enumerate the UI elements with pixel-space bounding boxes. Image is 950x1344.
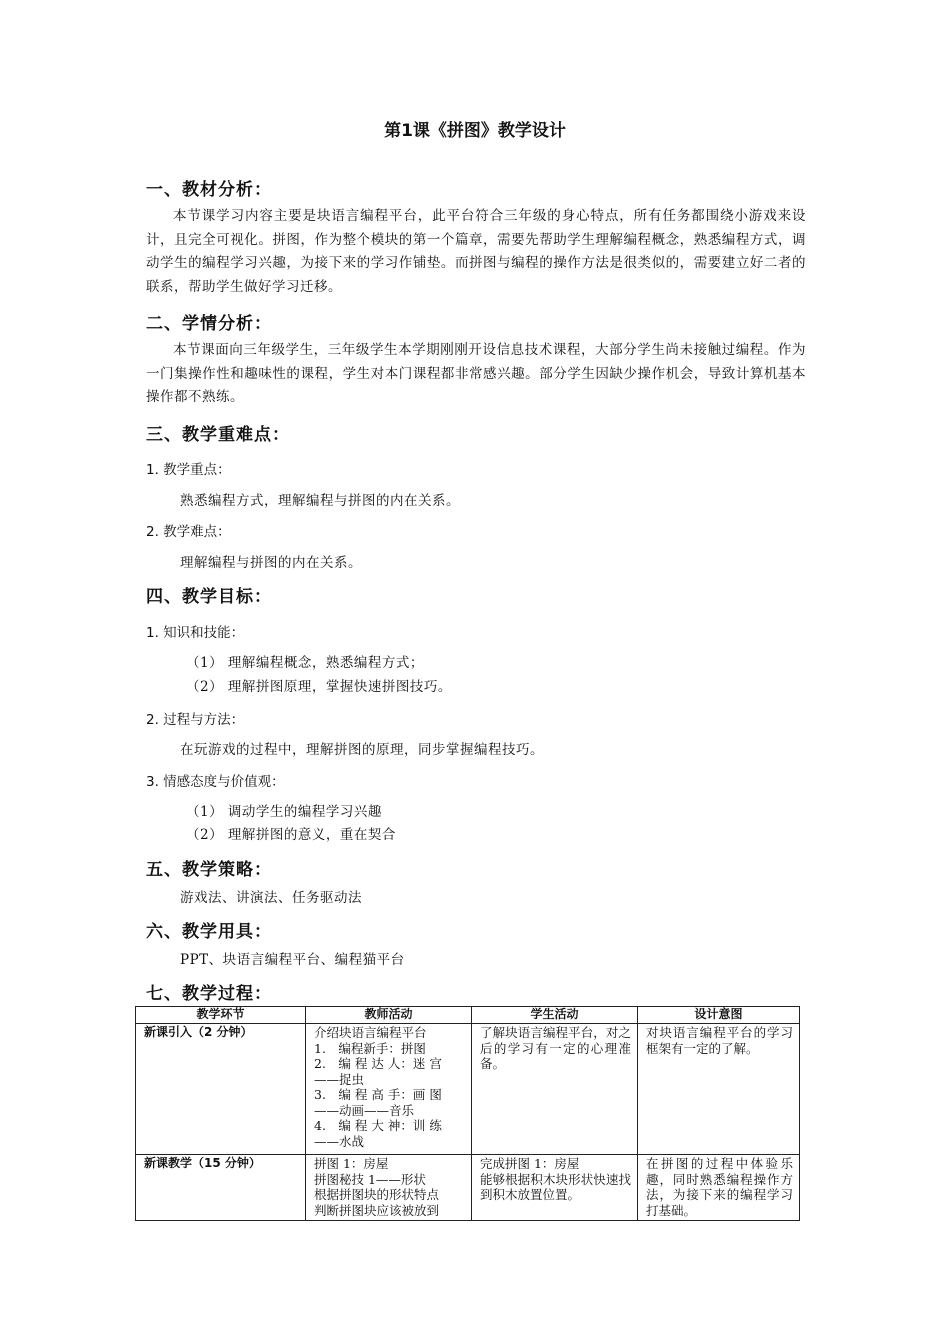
difficult-point-text: 理解编程与拼图的内在关系。 [180, 555, 362, 571]
knowledge-item: （1） 理解编程概念，熟悉编程方式； [186, 655, 424, 671]
teacher-line: 2. 编 程 达 人：迷 宫 [314, 1056, 442, 1071]
key-point-label: 1. 教学重点： [146, 462, 231, 478]
student-line: 能够根据积木块形状快速找到积木放置位置。 [480, 1171, 631, 1202]
table-row [136, 1155, 800, 1221]
header-intent: 设计意图 [638, 1007, 800, 1024]
section-heading-tools: 六、教学用具： [146, 922, 272, 942]
student-analysis-paragraph: 本节课面向三年级学生，三年级学生本学期刚刚开设信息技术课程，大部分学生尚未接触过编程。作为一门集操作性和趣味性的课程，学生对本门课程都非常感兴趣。部分学生因缺少操作机会，导致计算机基本操作都不熟练。 [146, 342, 806, 405]
stage-cell: 新课教学（15 分钟） [136, 1155, 306, 1221]
teacher-line: 3. 编 程 高 手：画 图 [314, 1087, 442, 1102]
table-row [136, 1024, 800, 1155]
attitude-item: （1） 调动学生的编程学习兴趣 [186, 804, 382, 820]
teacher-line: 判断拼图块应该被放到 [314, 1202, 440, 1218]
document-title: 第1课《拼图》教学设计 [384, 121, 566, 141]
teacher-line: ——动画——音乐 [314, 1102, 415, 1118]
attitude-values-label: 3. 情感态度与价值观： [146, 774, 285, 790]
section-heading-key-points: 三、教学重难点： [146, 425, 290, 445]
section-heading-textbook-analysis: 一、教材分析： [146, 180, 272, 200]
section-heading-objectives: 四、教学目标： [146, 587, 272, 607]
teacher-line: 根据拼图块的形状特点 [314, 1187, 440, 1202]
header-teacher: 教师活动 [306, 1007, 472, 1024]
teacher-activity-cell [306, 1155, 472, 1221]
design-intent-cell: 对块语言编程平台的学习框架有一定的了解。 [638, 1024, 800, 1155]
teacher-line: 拼图 1：房屋 [314, 1156, 389, 1171]
knowledge-skills-label: 1. 知识和技能： [146, 625, 245, 641]
section-heading-process: 七、教学过程： [146, 984, 272, 1004]
design-intent-cell: 在拼图的过程中体验乐趣，同时熟悉编程操作方法，为接下来的编程学习打基础。 [638, 1155, 800, 1221]
section-heading-strategy: 五、教学策略： [146, 860, 272, 880]
header-stage: 教学环节 [136, 1007, 306, 1024]
header-student: 学生活动 [472, 1007, 638, 1024]
strategy-text: 游戏法、讲演法、任务驱动法 [180, 890, 362, 906]
key-point-text: 熟悉编程方式，理解编程与拼图的内在关系。 [180, 493, 460, 509]
process-method-text: 在玩游戏的过程中，理解拼图的原理，同步掌握编程技巧。 [180, 742, 544, 758]
tools-text: PPT、块语言编程平台、编程猫平台 [180, 952, 405, 968]
section-heading-student-analysis: 二、学情分析： [146, 314, 272, 334]
teaching-process-table [135, 1006, 800, 1221]
process-method-label: 2. 过程与方法： [146, 712, 245, 728]
student-activity-cell [472, 1155, 638, 1221]
stage-cell: 新课引入（2 分钟） [136, 1024, 306, 1155]
teacher-activity-cell [306, 1024, 472, 1155]
teacher-line: 介绍块语言编程平台 [314, 1025, 427, 1040]
attitude-item: （2） 理解拼图的意义，重在契合 [186, 827, 396, 843]
table-header-row [136, 1007, 800, 1024]
student-line: 完成拼图 1：房屋 [480, 1156, 580, 1171]
difficult-point-label: 2. 教学难点： [146, 524, 231, 540]
teacher-line: ——捉虫 [314, 1071, 365, 1087]
knowledge-item: （2） 理解拼图原理，掌握快速拼图技巧。 [186, 679, 452, 695]
teacher-line: 1. 编程新手：拼图 [314, 1040, 426, 1056]
teacher-line: 4. 编 程 大 神：训 练 [314, 1118, 442, 1133]
teacher-line: 拼图秘技 1——形状 [314, 1171, 426, 1187]
textbook-analysis-paragraph: 本节课学习内容主要是块语言编程平台，此平台符合三年级的身心特点，所有任务都围绕小游戏来设计，且完全可视化。拼图，作为整个模块的第一个篇章，需要先帮助学生理解编程概念，熟悉编程方式，调动学生的编程学习兴趣，为接下来的学习作铺垫。而拼图与编程的操作方法是很类似的，需要建立好二者的联系，帮助学生做好学习迁移。 [146, 208, 806, 295]
student-activity-cell: 了解块语言编程平台，对之后的学习有一定的心理准备。 [472, 1024, 638, 1155]
teacher-line: ——水战 [314, 1133, 365, 1149]
